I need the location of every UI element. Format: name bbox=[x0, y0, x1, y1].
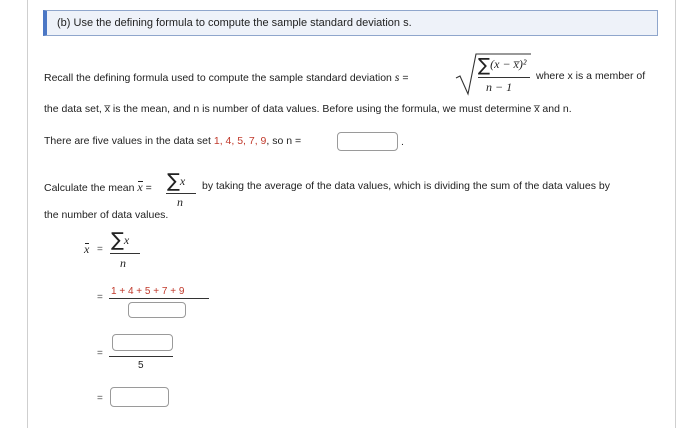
count-suffix-text: , so n = bbox=[266, 135, 302, 147]
x-variable: x bbox=[123, 233, 130, 247]
step-equals-4: = bbox=[97, 393, 103, 404]
step-equals-2: = bbox=[97, 292, 103, 303]
step-formula-denominator bbox=[120, 256, 126, 271]
part-b-header bbox=[43, 10, 658, 36]
mean-suffix bbox=[202, 180, 610, 192]
step-fraction-bar-3 bbox=[109, 356, 173, 357]
part-b-title: (b) Use the defining formula to compute the sample standard deviation s. bbox=[57, 17, 412, 29]
x-bar-symbol: x bbox=[84, 242, 90, 256]
recall-line-2 bbox=[44, 103, 572, 115]
sum-symbol: ∑ bbox=[111, 229, 124, 251]
recall-suffix bbox=[536, 70, 645, 82]
sum-symbol: ∑ bbox=[167, 170, 180, 192]
step-fraction-bar-2 bbox=[109, 298, 209, 299]
sum-symbol: ∑ bbox=[478, 55, 491, 76]
count-line bbox=[44, 135, 301, 147]
recall-prefix-text: Recall the defining formula used to compute the sample standard deviation bbox=[44, 72, 392, 84]
count-trailing-period bbox=[401, 136, 404, 148]
mean-line-1 bbox=[44, 180, 152, 195]
step-xbar bbox=[84, 242, 89, 257]
numerator-expression: (x − x̅)² bbox=[490, 57, 527, 71]
mean-formula-denominator bbox=[177, 195, 183, 210]
n-variable: n bbox=[177, 195, 183, 209]
equals-sign: = bbox=[402, 72, 409, 84]
left-frame-border bbox=[27, 0, 28, 428]
mean-line-2 bbox=[44, 209, 168, 221]
step-equals-3: = bbox=[97, 348, 103, 359]
sum-input[interactable] bbox=[112, 334, 173, 351]
mean-result-input[interactable] bbox=[110, 387, 169, 407]
mean-prefix-text: Calculate the mean bbox=[44, 182, 135, 194]
n-value: 5 bbox=[138, 360, 144, 371]
n-variable: n bbox=[120, 256, 126, 270]
denominator-expression: n − 1 bbox=[486, 80, 513, 94]
step-formula-numerator bbox=[111, 229, 129, 251]
x-variable: x bbox=[179, 174, 186, 188]
mean-suffix-text: by taking the average of the data values, which is dividing the sum of the data values by bbox=[202, 180, 610, 192]
period-text: . bbox=[401, 136, 404, 148]
mean-formula-numerator bbox=[167, 170, 185, 192]
mean-fraction-bar bbox=[166, 193, 196, 194]
data-values: 1, 4, 5, 7, 9 bbox=[213, 135, 267, 147]
recall-suffix-text: where x is a member of bbox=[536, 70, 646, 82]
stddev-formula-denominator bbox=[486, 80, 512, 95]
step-equals-1: = bbox=[97, 244, 103, 255]
recall-line-2-text: the data set, x̅ is the mean, and n is number of data values. Before using the formula, we must determine x̅ and n. bbox=[44, 103, 572, 115]
n-input[interactable] bbox=[337, 132, 398, 151]
equals-sign: = bbox=[145, 182, 152, 194]
sum-denominator-input[interactable] bbox=[128, 302, 186, 318]
mean-line-2-text: the number of data values. bbox=[44, 209, 169, 221]
right-frame-border bbox=[675, 0, 676, 428]
s-variable: s bbox=[394, 70, 400, 84]
step-fraction-bar-1 bbox=[110, 253, 140, 254]
stddev-formula-numerator bbox=[478, 55, 526, 76]
sum-expression: 1 + 4 + 5 + 7 + 9 bbox=[111, 286, 185, 297]
x-bar-symbol: x bbox=[137, 180, 143, 194]
count-prefix-text: There are five values in the data set bbox=[44, 135, 214, 147]
formula-fraction-bar bbox=[478, 77, 530, 78]
recall-line-1 bbox=[44, 70, 409, 85]
